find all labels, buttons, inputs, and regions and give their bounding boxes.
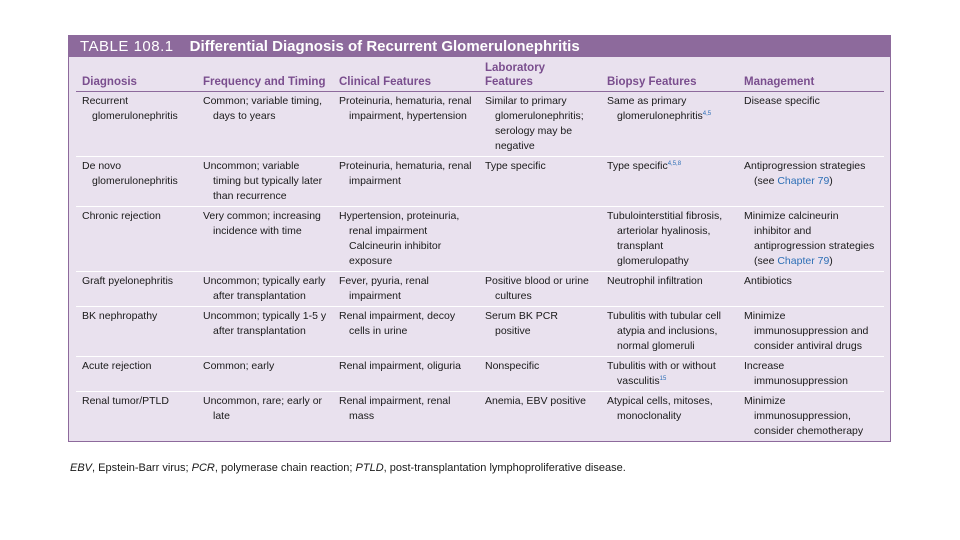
biopsy-features-text bbox=[607, 309, 732, 354]
biopsy-features-text bbox=[607, 94, 732, 124]
footnote-abbr-pcr: PCR bbox=[191, 462, 215, 474]
frequency-cell-text: Uncommon; variable timing but typically later than recurrence bbox=[203, 160, 323, 202]
biopsy-features-cell bbox=[601, 157, 738, 207]
management-cell bbox=[738, 392, 884, 442]
reference-superscript: 4,5 bbox=[702, 111, 712, 117]
header-laboratory: Laboratory Features bbox=[479, 61, 601, 92]
management-value: Minimize immunosuppression, consider chemotherapy bbox=[744, 395, 864, 437]
frequency-cell-text: Uncommon; typically 1-5 y after transplantation bbox=[203, 310, 327, 337]
management-text bbox=[744, 159, 878, 189]
laboratory-features-cell bbox=[479, 157, 601, 207]
reference-superscript: 15 bbox=[659, 376, 667, 382]
biopsy-features-value: Same as primary glomerulonephritis bbox=[607, 95, 703, 122]
management-text bbox=[744, 394, 878, 439]
laboratory-features-cell bbox=[479, 357, 601, 392]
management-text bbox=[744, 274, 878, 289]
clinical-features-cell-text: Renal impairment, oliguria bbox=[339, 360, 461, 372]
management-text bbox=[744, 359, 878, 389]
header-biopsy: Biopsy Features bbox=[601, 61, 738, 92]
biopsy-features-cell bbox=[601, 92, 738, 157]
diagnosis-cell bbox=[76, 357, 197, 392]
chapter-reference-link[interactable]: Chapter 79 bbox=[777, 255, 830, 267]
table-title-bar bbox=[69, 36, 890, 57]
differential-diagnosis-table bbox=[68, 35, 891, 442]
biopsy-features-value: Tubulitis with tubular cell atypia and inclusions, normal glomeruli bbox=[607, 310, 721, 352]
clinical-features-cell bbox=[333, 92, 479, 157]
footnote-abbr-ptld: PTLD bbox=[355, 462, 384, 474]
diagnosis-cell-text: De novo glomerulonephritis bbox=[82, 160, 178, 187]
laboratory-features-cell bbox=[479, 207, 601, 272]
management-cell bbox=[738, 272, 884, 307]
management-value: Minimize immunosuppression and consider antiviral drugs bbox=[744, 310, 869, 352]
reference-superscript: 4,5,8 bbox=[667, 161, 682, 167]
management-cell bbox=[738, 357, 884, 392]
table-row bbox=[76, 307, 884, 357]
frequency-cell-text: Uncommon, rare; early or late bbox=[203, 395, 323, 422]
table-row bbox=[76, 272, 884, 307]
table-row bbox=[76, 207, 884, 272]
clinical-features-cell-text: Proteinuria, hematuria, renal impairment bbox=[339, 160, 472, 187]
laboratory-features-cell-text: Positive blood or urine cultures bbox=[485, 275, 589, 302]
clinical-features-cell bbox=[333, 307, 479, 357]
laboratory-features-cell bbox=[479, 307, 601, 357]
biopsy-features-cell bbox=[601, 357, 738, 392]
diagnosis-cell bbox=[76, 392, 197, 442]
laboratory-features-cell-text: Nonspecific bbox=[485, 360, 540, 372]
footnote bbox=[70, 461, 830, 475]
management-cell bbox=[738, 207, 884, 272]
header-frequency: Frequency and Timing bbox=[197, 61, 333, 92]
table-row bbox=[76, 357, 884, 392]
management-value: Antibiotics bbox=[744, 275, 792, 287]
management-value: Disease specific bbox=[744, 95, 820, 107]
biopsy-features-text bbox=[607, 394, 732, 424]
clinical-features-cell bbox=[333, 157, 479, 207]
laboratory-features-cell bbox=[479, 392, 601, 442]
management-cell bbox=[738, 157, 884, 207]
laboratory-features-cell-text: Similar to primary glomerulonephritis; serology may be negative bbox=[485, 95, 584, 152]
frequency-cell-text: Uncommon; typically early after transplantation bbox=[203, 275, 326, 302]
biopsy-features-cell bbox=[601, 272, 738, 307]
clinical-features-cell bbox=[333, 357, 479, 392]
frequency-cell bbox=[197, 392, 333, 442]
diagnosis-cell-text: Acute rejection bbox=[82, 360, 152, 372]
clinical-features-cell-text: Hypertension, proteinuria, renal impairment Calcineurin inhibitor exposure bbox=[339, 210, 460, 267]
biopsy-features-text bbox=[607, 209, 732, 269]
diagnosis-cell bbox=[76, 157, 197, 207]
diagnosis-cell-text: BK nephropathy bbox=[82, 310, 158, 322]
clinical-features-cell bbox=[333, 207, 479, 272]
management-end: ) bbox=[829, 175, 833, 187]
biopsy-features-value: Type specific bbox=[607, 160, 668, 172]
biopsy-features-text bbox=[607, 274, 732, 289]
frequency-cell-text: Very common; increasing incidence with time bbox=[203, 210, 321, 237]
biopsy-features-cell bbox=[601, 307, 738, 357]
table-row bbox=[76, 392, 884, 442]
biopsy-features-cell bbox=[601, 392, 738, 442]
table-row bbox=[76, 157, 884, 207]
table-row bbox=[76, 92, 884, 157]
clinical-features-cell-text: Fever, pyuria, renal impairment bbox=[339, 275, 429, 302]
biopsy-features-value: Tubulitis with or without vasculitis bbox=[607, 360, 716, 387]
diagnosis-cell-text: Recurrent glomerulonephritis bbox=[82, 95, 178, 122]
clinical-features-cell bbox=[333, 392, 479, 442]
biopsy-features-text bbox=[607, 359, 732, 389]
laboratory-features-cell-text: Anemia, EBV positive bbox=[485, 395, 586, 407]
footnote-def-ebv: , Epstein-Barr virus; bbox=[92, 462, 192, 474]
table-title: Differential Diagnosis of Recurrent Glomerulonephritis bbox=[189, 38, 580, 55]
management-value: Increase immunosuppression bbox=[744, 360, 848, 387]
diagnosis-cell bbox=[76, 307, 197, 357]
footnote-abbr-ebv: EBV bbox=[70, 462, 93, 474]
header-row bbox=[76, 61, 884, 92]
biopsy-features-value: Atypical cells, mitoses, monoclonality bbox=[607, 395, 713, 422]
laboratory-features-cell bbox=[479, 92, 601, 157]
header-management: Management bbox=[738, 61, 884, 92]
frequency-cell bbox=[197, 157, 333, 207]
management-cell bbox=[738, 92, 884, 157]
frequency-cell bbox=[197, 357, 333, 392]
laboratory-features-cell-text: Serum BK PCR positive bbox=[485, 310, 558, 337]
table-number: TABLE 108.1 bbox=[80, 38, 174, 55]
chapter-reference-link[interactable]: Chapter 79 bbox=[777, 175, 830, 187]
clinical-features-cell-text: Proteinuria, hematuria, renal impairment, hypertension bbox=[339, 95, 472, 122]
biopsy-features-value: Neutrophil infiltration bbox=[607, 275, 703, 287]
management-text bbox=[744, 94, 878, 109]
diagnosis-table bbox=[76, 61, 884, 441]
frequency-cell bbox=[197, 207, 333, 272]
clinical-features-cell bbox=[333, 272, 479, 307]
diagnosis-cell bbox=[76, 207, 197, 272]
management-text bbox=[744, 309, 878, 354]
management-text bbox=[744, 209, 878, 269]
frequency-cell-text: Common; early bbox=[203, 360, 275, 372]
management-value: Antiprogression strategies (see bbox=[744, 160, 866, 187]
frequency-cell bbox=[197, 92, 333, 157]
clinical-features-cell-text: Renal impairment, decoy cells in urine bbox=[339, 310, 456, 337]
biopsy-features-cell bbox=[601, 207, 738, 272]
laboratory-features-cell-text: Type specific bbox=[485, 160, 546, 172]
frequency-cell-text: Common; variable timing, days to years bbox=[203, 95, 323, 122]
frequency-cell bbox=[197, 272, 333, 307]
frequency-cell bbox=[197, 307, 333, 357]
header-clinical: Clinical Features bbox=[333, 61, 479, 92]
diagnosis-cell bbox=[76, 272, 197, 307]
footnote-def-pcr: , polymerase chain reaction; bbox=[214, 462, 356, 474]
diagnosis-cell-text: Chronic rejection bbox=[82, 210, 161, 222]
diagnosis-cell-text: Renal tumor/PTLD bbox=[82, 395, 169, 407]
biopsy-features-value: Tubulointerstitial fibrosis, arteriolar hyalinosis, transplant glomerulopathy bbox=[607, 210, 723, 267]
clinical-features-cell-text: Renal impairment, renal mass bbox=[339, 395, 451, 422]
management-value: Minimize calcineurin inhibitor and antiprogression strategies (see bbox=[744, 210, 875, 267]
biopsy-features-text bbox=[607, 159, 732, 174]
diagnosis-cell-text: Graft pyelonephritis bbox=[82, 275, 174, 287]
diagnosis-cell bbox=[76, 92, 197, 157]
management-end: ) bbox=[829, 255, 833, 267]
laboratory-features-cell bbox=[479, 272, 601, 307]
header-diagnosis: Diagnosis bbox=[76, 61, 197, 92]
management-cell bbox=[738, 307, 884, 357]
footnote-def-ptld: , post-transplantation lymphoproliferative disease. bbox=[383, 462, 626, 474]
